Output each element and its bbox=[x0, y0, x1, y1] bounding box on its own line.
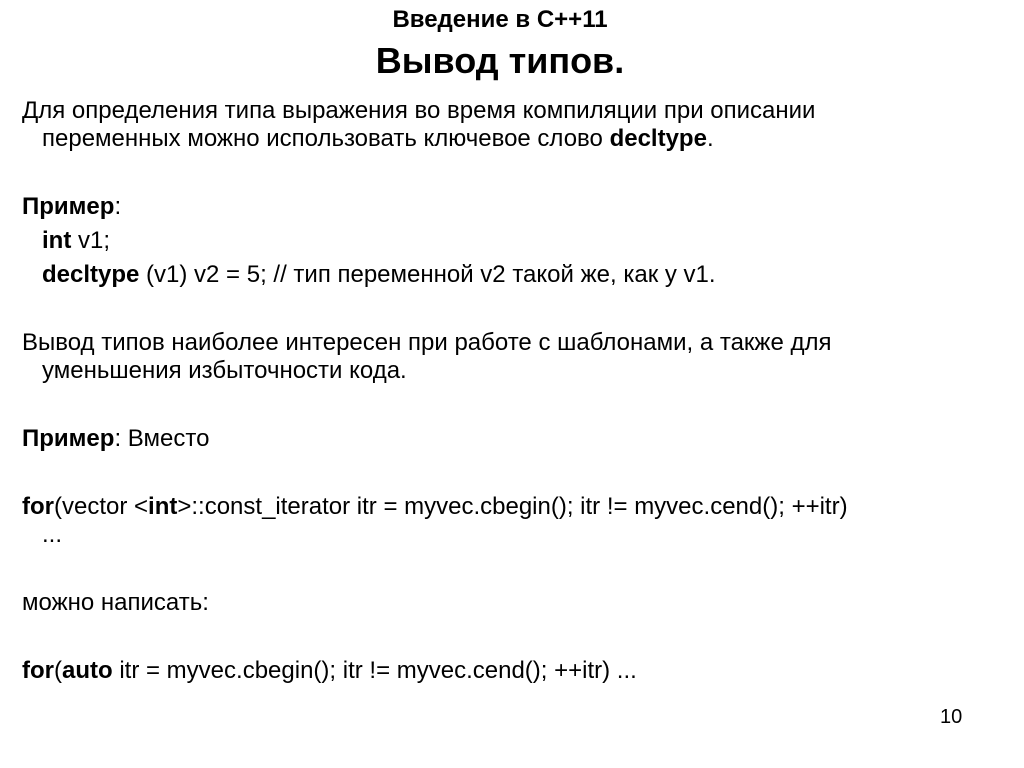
paragraph-1-line-2 bbox=[42, 124, 714, 154]
keyword-int: int bbox=[42, 227, 72, 254]
slide-subtitle: Введение в С++11 bbox=[392, 6, 608, 33]
keyword-for-auto: for bbox=[22, 657, 54, 684]
instead-text: можно написать: bbox=[22, 589, 209, 616]
paragraph-1-text: переменных можно использовать ключевое слово bbox=[42, 125, 610, 152]
code-line-decltype bbox=[42, 260, 716, 290]
paragraph-1-period: . bbox=[706, 125, 714, 152]
code-for-part-1: (vector < bbox=[54, 493, 149, 520]
code-line-for-iterator bbox=[22, 492, 848, 522]
code-line-for-auto bbox=[22, 656, 637, 686]
keyword-decltype-code: decltype bbox=[42, 261, 140, 288]
paragraph-2-line-1: Вывод типов наиболее интересен при работе с шаблонами, а также для bbox=[22, 329, 832, 356]
code-auto-paren: ( bbox=[54, 657, 62, 684]
example-label: Пример bbox=[22, 193, 115, 220]
example-2-heading bbox=[22, 424, 209, 454]
page-number: 10 bbox=[940, 706, 963, 728]
code-decltype-rest: (v1) v2 = 5; // тип переменной v2 такой же, как у v1. bbox=[139, 261, 716, 288]
example-2-label: Пример bbox=[22, 425, 115, 452]
code-for-continuation: ... bbox=[42, 521, 63, 548]
keyword-int-template: int bbox=[148, 493, 178, 520]
keyword-decltype: decltype bbox=[609, 125, 707, 152]
keyword-for: for bbox=[22, 493, 54, 520]
paragraph-1-line-1: Для определения типа выражения во время компиляции при описании bbox=[22, 97, 816, 124]
example-colon: : bbox=[114, 193, 122, 220]
slide-header bbox=[0, 4, 1000, 86]
code-auto-rest: itr = myvec.cbegin(); itr != myvec.cend(); ++itr) ... bbox=[112, 657, 637, 684]
paragraph-2-line-2: уменьшения избыточности кода. bbox=[42, 357, 407, 384]
code-line-int bbox=[42, 226, 110, 256]
slide-title: Вывод типов. bbox=[375, 40, 625, 81]
code-for-part-2: >::const_iterator itr = myvec.cbegin(); itr != myvec.cend(); ++itr) bbox=[177, 493, 848, 520]
code-int-rest: v1; bbox=[71, 227, 111, 254]
example-2-rest: : Вместо bbox=[114, 425, 210, 452]
keyword-auto: auto bbox=[62, 657, 113, 684]
example-1-heading bbox=[22, 192, 121, 222]
